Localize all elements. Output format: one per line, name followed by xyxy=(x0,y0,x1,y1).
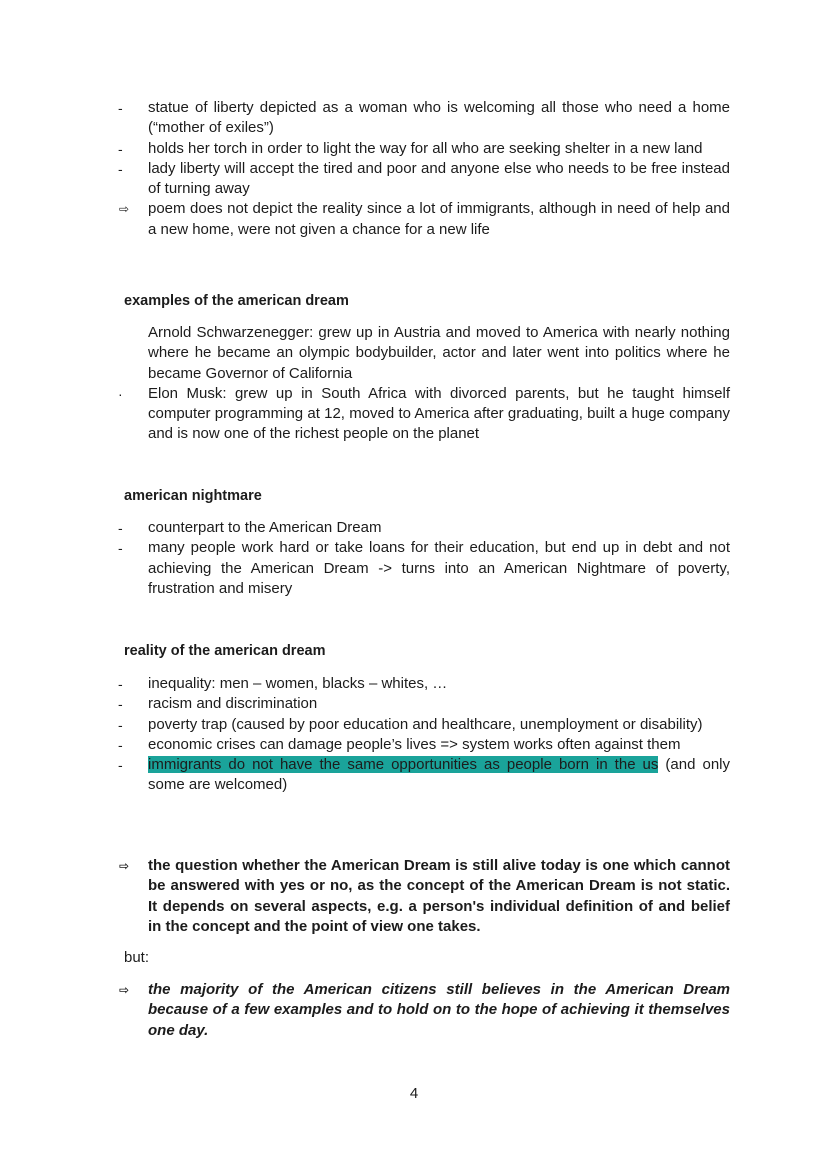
dot-bullet: · xyxy=(118,385,123,402)
final-block xyxy=(118,980,730,1041)
statue-of-liberty-list xyxy=(118,98,730,240)
list-item xyxy=(118,694,730,714)
list-item xyxy=(118,384,730,445)
dash-bullet: - xyxy=(118,520,123,536)
list-item xyxy=(118,674,730,694)
conclusion-item xyxy=(118,856,730,937)
list-item xyxy=(118,98,730,139)
dash-bullet: - xyxy=(118,100,123,116)
dash-bullet: - xyxy=(118,696,123,713)
dash-bullet: - xyxy=(118,540,123,557)
reality-heading: reality of the american dream xyxy=(124,643,326,659)
list-item-text: statue of liberty depicted as a woman who is welcoming all those who need a home (“mother of exiles”) xyxy=(148,99,730,137)
but-label: but: xyxy=(124,949,150,966)
dash-bullet: - xyxy=(118,140,123,157)
nightmare-heading: american nightmare xyxy=(124,488,262,504)
arrow-right-icon: ⇨ xyxy=(119,859,130,873)
list-item-text: poverty trap (caused by poor education and healthcare, unemployment or disability) xyxy=(148,715,703,733)
list-item-text: Elon Musk: grew up in South Africa with divorced parents, but he taught himself computer programming at 12, moved to America after graduating, built a huge company and is now one of the richest people on the planet xyxy=(148,384,730,443)
conclusion-block xyxy=(118,856,730,937)
final-item xyxy=(118,980,730,1041)
final-text: the majority of the American citizens still believes in the American Dream because of a few examples and to hold on to the hope of achieving it themselves one day. xyxy=(148,981,730,1039)
list-item xyxy=(118,715,730,735)
examples-heading: examples of the american dream xyxy=(124,293,349,309)
conclusion-text: the question whether the American Dream is still alive today is one which cannot be answered with yes or no, as the concept of the American Dream is not static. It depends on several aspects, e.g. a person's individual definition of and belief in the concept and the point of view one takes. xyxy=(148,857,730,935)
dash-bullet: - xyxy=(118,716,123,733)
list-item-text: economic crises can damage people’s lives => system works often against them xyxy=(148,735,681,753)
list-item-text: holds her torch in order to light the way for all who are seeking shelter in a new land xyxy=(148,139,703,157)
dash-bullet: - xyxy=(118,736,123,753)
list-item-text: counterpart to the American Dream xyxy=(148,519,382,536)
dash-bullet: - xyxy=(118,160,123,177)
list-item xyxy=(118,755,730,796)
dash-bullet: - xyxy=(118,676,123,692)
list-item-text: Arnold Schwarzenegger: grew up in Austria and moved to America with nearly nothing where he became an olympic bodybuilder, actor and later went into politics where he became Governor of California xyxy=(148,324,730,382)
list-item-text: poem does not depict the reality since a lot of immigrants, although in need of help and a new home, were not given a chance for a new life xyxy=(148,200,730,238)
list-item xyxy=(118,199,730,240)
arrow-right-icon: ⇨ xyxy=(119,202,130,217)
list-item-text: lady liberty will accept the tired and poor and anyone else who needs to be free instead of turning away xyxy=(148,159,730,198)
list-item-text: inequality: men – women, blacks – whites, … xyxy=(148,675,448,692)
nightmare-list xyxy=(118,518,730,599)
list-item xyxy=(118,159,730,200)
list-item xyxy=(118,538,730,599)
highlighted-text: immigrants do not have the same opportunities as people born in the us xyxy=(148,756,659,774)
list-item xyxy=(118,323,730,384)
arrow-right-icon: ⇨ xyxy=(119,983,130,997)
reality-list xyxy=(118,674,730,796)
list-item xyxy=(118,139,730,159)
list-item-text: many people work hard or take loans for their education, but end up in debt and not achieving the American Dream -> turns into an American Nightmare of poverty, frustration and misery xyxy=(148,539,730,597)
list-item xyxy=(118,518,730,538)
list-item xyxy=(118,735,730,755)
list-item-text: racism and discrimination xyxy=(148,695,318,713)
page-number: 4 xyxy=(409,1085,419,1102)
dash-bullet: - xyxy=(118,757,123,774)
list-item-text: (and only some are welcomed) xyxy=(148,756,730,794)
examples-list xyxy=(118,323,730,445)
